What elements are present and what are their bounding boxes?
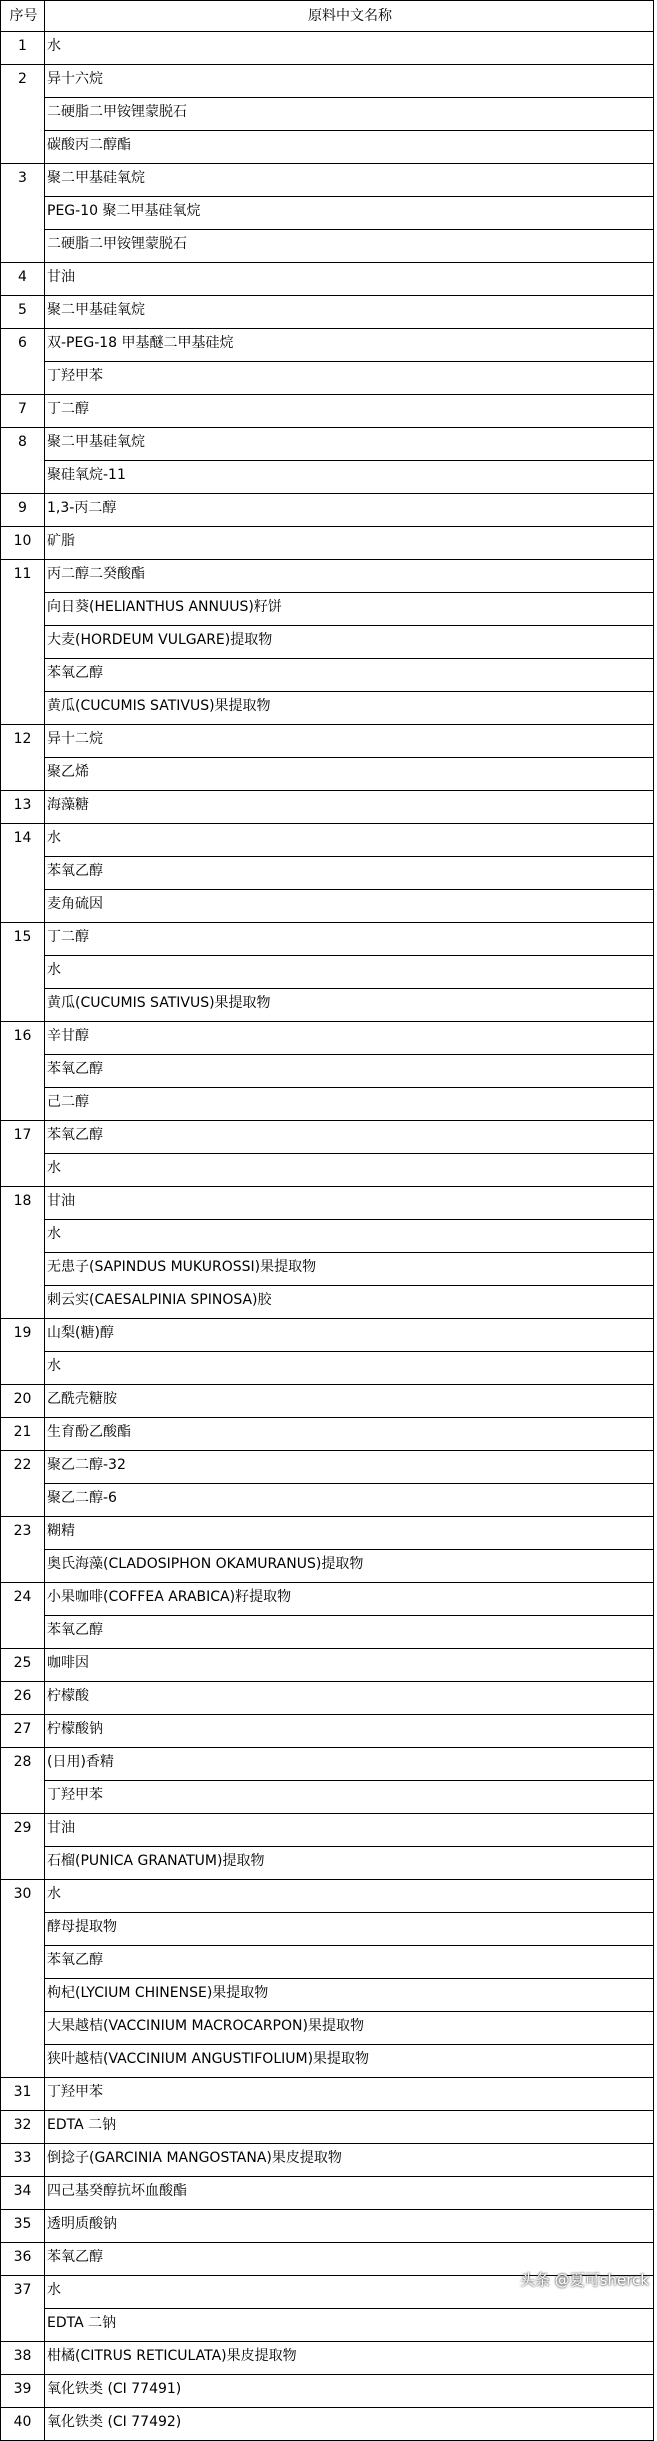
table-row [1,32,654,65]
ingredient-name: 甘油 [45,1814,654,1847]
table-row [1,164,654,197]
table-row [1,1154,654,1187]
table-row [1,362,654,395]
table-row [1,1022,654,1055]
ingredient-name: 1,3-丙二醇 [45,494,654,527]
table-row [1,1583,654,1616]
row-number: 32 [1,2111,45,2144]
ingredient-name: 石榴(PUNICA GRANATUM)提取物 [45,1847,654,1880]
table-row [1,296,654,329]
ingredient-name: 丁羟甲苯 [45,2078,654,2111]
ingredient-name: 四己基癸醇抗坏血酸酯 [45,2177,654,2210]
row-number: 30 [1,1880,45,2078]
row-number: 13 [1,791,45,824]
ingredient-name: EDTA 二钠 [45,2111,654,2144]
ingredient-name: 苯氧乙醇 [45,1616,654,1649]
table-row [1,1550,654,1583]
ingredient-name: 狭叶越桔(VACCINIUM ANGUSTIFOLIUM)果提取物 [45,2045,654,2078]
row-number: 20 [1,1385,45,1418]
header-no: 序号 [1,1,45,32]
row-number: 39 [1,2375,45,2408]
table-row [1,230,654,263]
ingredient-name: 麦角硫因 [45,890,654,923]
table-row [1,197,654,230]
ingredient-name: 酵母提取物 [45,1913,654,1946]
table-row [1,461,654,494]
ingredient-name: 水 [45,32,654,65]
ingredient-name: 水 [45,824,654,857]
row-number: 16 [1,1022,45,1121]
ingredient-name: 苯氧乙醇 [45,1121,654,1154]
table-row [1,1220,654,1253]
ingredient-name: PEG-10 聚二甲基硅氧烷 [45,197,654,230]
ingredient-name: 透明质酸钠 [45,2210,654,2243]
ingredient-name: 水 [45,956,654,989]
table-row [1,2177,654,2210]
ingredient-name: 苯氧乙醇 [45,1946,654,1979]
ingredient-name: 水 [45,1880,654,1913]
ingredient-name: 丁二醇 [45,923,654,956]
ingredient-name: 奥氏海藻(CLADOSIPHON OKAMURANUS)提取物 [45,1550,654,1583]
table-row [1,1121,654,1154]
ingredient-name: 乙酰壳糖胺 [45,1385,654,1418]
table-row [1,1187,654,1220]
table-row [1,1517,654,1550]
ingredient-name: 向日葵(HELIANTHUS ANNUUS)籽饼 [45,593,654,626]
row-number: 6 [1,329,45,395]
table-row [1,923,654,956]
row-number: 7 [1,395,45,428]
table-row [1,1814,654,1847]
row-number: 14 [1,824,45,923]
ingredient-name: 刺云实(CAESALPINIA SPINOSA)胶 [45,1286,654,1319]
row-number: 35 [1,2210,45,2243]
ingredient-name: (日用)香精 [45,1748,654,1781]
table-row [1,2012,654,2045]
table-row [1,1880,654,1913]
table-row [1,1715,654,1748]
ingredient-name: 碳酸丙二醇酯 [45,131,654,164]
table-row [1,1781,654,1814]
table-row [1,1682,654,1715]
table-row [1,791,654,824]
row-number: 22 [1,1451,45,1517]
table-row [1,1055,654,1088]
ingredient-name: 枸杞(LYCIUM CHINENSE)果提取物 [45,1979,654,2012]
table-row [1,1352,654,1385]
table-row [1,1748,654,1781]
row-number: 19 [1,1319,45,1385]
table-row [1,131,654,164]
ingredient-name: 氧化铁类 (CI 77492) [45,2408,654,2441]
ingredient-name: 丙二醇二癸酸酯 [45,560,654,593]
row-number: 21 [1,1418,45,1451]
table-row [1,263,654,296]
row-number: 11 [1,560,45,725]
ingredient-name: 二硬脂二甲铵锂蒙脱石 [45,98,654,131]
ingredient-name: 糊精 [45,1517,654,1550]
ingredient-name: 黄瓜(CUCUMIS SATIVUS)果提取物 [45,989,654,1022]
table-row [1,1286,654,1319]
table-row [1,2342,654,2375]
table-row [1,659,654,692]
ingredient-name: EDTA 二钠 [45,2309,654,2342]
header-name: 原料中文名称 [45,1,654,32]
header-row [1,1,654,32]
table-body [1,32,654,2441]
ingredient-name: 小果咖啡(COFFEA ARABICA)籽提取物 [45,1583,654,1616]
ingredient-name: 聚乙二醇-6 [45,1484,654,1517]
table-row [1,758,654,791]
ingredient-name: 山梨(糖)醇 [45,1319,654,1352]
ingredient-name: 生育酚乙酸酯 [45,1418,654,1451]
ingredient-name: 聚乙二醇-32 [45,1451,654,1484]
ingredient-name: 双-PEG-18 甲基醚二甲基硅烷 [45,329,654,362]
ingredient-name: 水 [45,2276,654,2309]
table-row [1,725,654,758]
ingredient-name: 甘油 [45,1187,654,1220]
table-row [1,1418,654,1451]
row-number: 10 [1,527,45,560]
ingredient-name: 聚二甲基硅氧烷 [45,428,654,461]
ingredient-name: 海藻糖 [45,791,654,824]
row-number: 36 [1,2243,45,2276]
ingredient-name: 聚二甲基硅氧烷 [45,164,654,197]
table-row [1,1484,654,1517]
row-number: 8 [1,428,45,494]
ingredient-name: 大麦(HORDEUM VULGARE)提取物 [45,626,654,659]
table-row [1,560,654,593]
ingredient-name: 丁羟甲苯 [45,362,654,395]
ingredient-name: 苯氧乙醇 [45,659,654,692]
table-row [1,1616,654,1649]
ingredient-name: 二硬脂二甲铵锂蒙脱石 [45,230,654,263]
ingredient-name: 水 [45,1154,654,1187]
table-row [1,593,654,626]
row-number: 40 [1,2408,45,2441]
row-number: 29 [1,1814,45,1880]
table-row [1,2309,654,2342]
table-row [1,2375,654,2408]
row-number: 23 [1,1517,45,1583]
row-number: 4 [1,263,45,296]
table-row [1,890,654,923]
row-number: 26 [1,1682,45,1715]
table-row [1,1319,654,1352]
ingredient-name: 丁二醇 [45,395,654,428]
ingredient-name: 苯氧乙醇 [45,2243,654,2276]
ingredient-name: 甘油 [45,263,654,296]
row-number: 24 [1,1583,45,1649]
table-row [1,2111,654,2144]
table-row [1,1253,654,1286]
table-row [1,1451,654,1484]
row-number: 25 [1,1649,45,1682]
ingredient-name: 氧化铁类 (CI 77491) [45,2375,654,2408]
table-row [1,428,654,461]
table-row [1,494,654,527]
ingredient-name: 柑橘(CITRUS RETICULATA)果皮提取物 [45,2342,654,2375]
table-row [1,956,654,989]
row-number: 38 [1,2342,45,2375]
ingredient-name: 柠檬酸 [45,1682,654,1715]
table-row [1,1913,654,1946]
row-number: 33 [1,2144,45,2177]
table-row [1,1649,654,1682]
row-number: 27 [1,1715,45,1748]
row-number: 1 [1,32,45,65]
ingredient-name: 聚乙烯 [45,758,654,791]
row-number: 15 [1,923,45,1022]
table-row [1,692,654,725]
ingredient-name: 无患子(SAPINDUS MUKUROSSI)果提取物 [45,1253,654,1286]
table-row [1,2045,654,2078]
ingredient-name: 己二醇 [45,1088,654,1121]
row-number: 9 [1,494,45,527]
table-row [1,1385,654,1418]
row-number: 34 [1,2177,45,2210]
table-row [1,626,654,659]
row-number: 5 [1,296,45,329]
ingredient-name: 咖啡因 [45,1649,654,1682]
row-number: 31 [1,2078,45,2111]
table-row [1,2210,654,2243]
table-row [1,1088,654,1121]
table-row [1,2408,654,2441]
ingredient-name: 异十二烷 [45,725,654,758]
ingredient-name: 苯氧乙醇 [45,857,654,890]
ingredient-name: 水 [45,1220,654,1253]
row-number: 3 [1,164,45,263]
row-number: 17 [1,1121,45,1187]
row-number: 37 [1,2276,45,2342]
watermark: 头条 @夏可sherck [519,2271,649,2289]
ingredient-name: 水 [45,1352,654,1385]
ingredient-name: 聚二甲基硅氧烷 [45,296,654,329]
ingredient-name: 聚硅氧烷-11 [45,461,654,494]
ingredient-name: 大果越桔(VACCINIUM MACROCARPON)果提取物 [45,2012,654,2045]
table-row [1,329,654,362]
ingredient-name: 异十六烷 [45,65,654,98]
table-row [1,98,654,131]
table-row [1,527,654,560]
row-number: 12 [1,725,45,791]
table-row [1,395,654,428]
table-row [1,989,654,1022]
ingredient-name: 丁羟甲苯 [45,1781,654,1814]
table-row [1,2144,654,2177]
row-number: 2 [1,65,45,164]
ingredient-name: 柠檬酸钠 [45,1715,654,1748]
row-number: 28 [1,1748,45,1814]
table-row [1,2078,654,2111]
table-row [1,1946,654,1979]
row-number: 18 [1,1187,45,1319]
ingredient-name: 黄瓜(CUCUMIS SATIVUS)果提取物 [45,692,654,725]
ingredient-name: 倒捻子(GARCINIA MANGOSTANA)果皮提取物 [45,2144,654,2177]
ingredient-name: 苯氧乙醇 [45,1055,654,1088]
table-row [1,857,654,890]
ingredient-name: 辛甘醇 [45,1022,654,1055]
ingredient-name: 矿脂 [45,527,654,560]
table-row [1,65,654,98]
table-row [1,824,654,857]
table-row [1,1979,654,2012]
table-row [1,1847,654,1880]
